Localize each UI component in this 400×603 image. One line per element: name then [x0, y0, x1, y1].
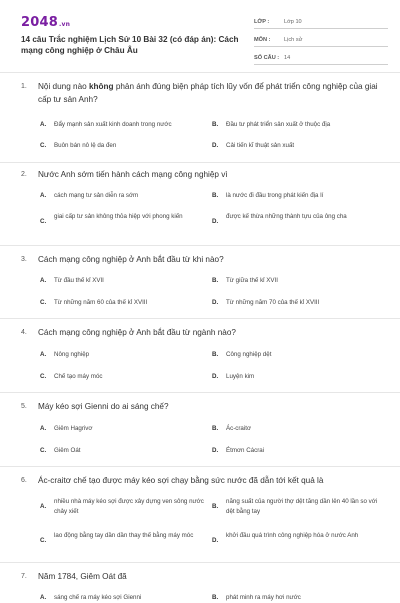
- question-text: Năm 1784, Giêm Oát đã: [38, 572, 127, 581]
- option-a[interactable]: A. Nông nghiệp: [40, 351, 90, 358]
- option-d[interactable]: D. khởi đầu quá trình công nghiệp hóa ở nước Anh: [212, 532, 359, 544]
- option-d[interactable]: D. Từ những năm 70 của thế kỉ XVIII: [212, 299, 320, 306]
- question-divider: [0, 562, 400, 563]
- option-a[interactable]: A. Từ đầu thế kỉ XVII: [40, 277, 104, 284]
- option-d[interactable]: D. Cải tiến kĩ thuật sản xuất: [212, 142, 295, 149]
- question-divider: [0, 318, 400, 319]
- meta-value: 14: [284, 54, 291, 61]
- question-text: Ác-craitơ chế tạo được máy kéo sợi chạy bằng sức nước đã dẫn tới kết quả là: [38, 476, 324, 485]
- question-number: 4.: [21, 329, 27, 336]
- site-logo[interactable]: 2048.vn: [21, 15, 71, 30]
- question-number: 6.: [21, 477, 27, 484]
- option-b[interactable]: B. Đầu tư phát triển sản xuất ở thuộc địa: [212, 121, 331, 128]
- question-number: 5.: [21, 403, 27, 410]
- option-a[interactable]: A. sáng chế ra máy kéo sợi Gienni: [40, 594, 142, 601]
- option-d[interactable]: D. Luyện kim: [212, 373, 255, 380]
- meta-key: MÔN :: [254, 36, 271, 43]
- question-divider: [0, 466, 400, 467]
- question-2: [21, 168, 381, 181]
- question-text: Máy kéo sợi Gienni do ai sáng chế?: [38, 402, 169, 411]
- page-header: [0, 0, 400, 72]
- question-divider: [0, 392, 400, 393]
- option-c[interactable]: C. lao động bằng tay dần dần thay thế bằng máy móc: [40, 532, 194, 544]
- question-divider: [0, 245, 400, 246]
- option-d[interactable]: D. được kế thừa những thành tựu của ông cha: [212, 213, 347, 225]
- question-text: Cách mạng công nghiệp ở Anh bắt đầu từ khi nào?: [38, 255, 224, 264]
- option-b[interactable]: B. là nước đi đầu trong phát kiến địa lí: [212, 192, 324, 199]
- meta-panel: [254, 15, 388, 69]
- question-number: 3.: [21, 256, 27, 263]
- option-b[interactable]: B. phát minh ra máy hơi nước: [212, 594, 301, 601]
- option-c[interactable]: C. Giêm Oát: [40, 447, 81, 454]
- option-b[interactable]: B. Ác-craitơ: [212, 425, 252, 432]
- option-a[interactable]: A. nhiều nhà máy kéo sợi được xây dựng ven sông nước chảy xiết: [40, 498, 204, 515]
- option-a[interactable]: A. cách mạng tư sản diễn ra sớm: [40, 192, 139, 199]
- question-text: Cách mạng công nghiệp ở Anh bắt đầu từ ngành nào?: [38, 328, 236, 337]
- question-divider: [0, 162, 400, 163]
- option-c[interactable]: C. giai cấp tư sản không thỏa hiệp với phong kiến: [40, 213, 183, 225]
- document-title: 14 câu Trắc nghiệm Lịch Sử 10 Bài 32 (có đáp án): Cách mạng công nghiệp ở Châu Âu: [21, 35, 239, 55]
- question-text: Nước Anh sớm tiến hành cách mạng công nghiệp vì: [38, 170, 228, 179]
- question-text: Nội dung nào không phản ánh đúng biện pháp tích lũy vốn để phát triển công nghiệp của giai cấp tư sản Anh?: [38, 82, 378, 104]
- option-b[interactable]: B. Công nghiệp dệt: [212, 351, 272, 358]
- question-4: [21, 326, 381, 339]
- question-1: [21, 80, 381, 106]
- meta-key: LỚP :: [254, 18, 270, 25]
- option-d[interactable]: D. Étmơn Cácrai: [212, 447, 265, 454]
- option-a[interactable]: A. Giêm Hagrivơ: [40, 425, 93, 432]
- meta-value: Lớp 10: [284, 18, 302, 25]
- question-number: 7.: [21, 573, 27, 580]
- option-c[interactable]: C. Buôn bán nô lệ da đen: [40, 142, 117, 149]
- option-a[interactable]: A. Đẩy mạnh sản xuất kinh doanh trong nước: [40, 121, 172, 128]
- option-b[interactable]: B. Từ giữa thế kỉ XVII: [212, 277, 278, 284]
- option-c[interactable]: C. Chế tạo máy móc: [40, 373, 103, 380]
- meta-row-count: [254, 51, 388, 65]
- option-b[interactable]: B. năng suất của người thợ dệt tăng dần lên 40 lần so với dệt bằng tay: [212, 498, 378, 515]
- question-number: 2.: [21, 171, 27, 178]
- question-6: [21, 474, 381, 487]
- header-divider: [0, 72, 400, 73]
- question-number: 1.: [21, 83, 27, 90]
- question-3: [21, 253, 381, 266]
- option-c[interactable]: C. Từ những năm 60 của thế kỉ XVIII: [40, 299, 148, 306]
- meta-row-grade: [254, 15, 388, 29]
- meta-key: SỐ CÂU :: [254, 54, 280, 61]
- question-7: [21, 570, 381, 583]
- question-5: [21, 400, 381, 413]
- meta-value: Lịch sử: [284, 36, 303, 43]
- meta-row-subject: [254, 33, 388, 47]
